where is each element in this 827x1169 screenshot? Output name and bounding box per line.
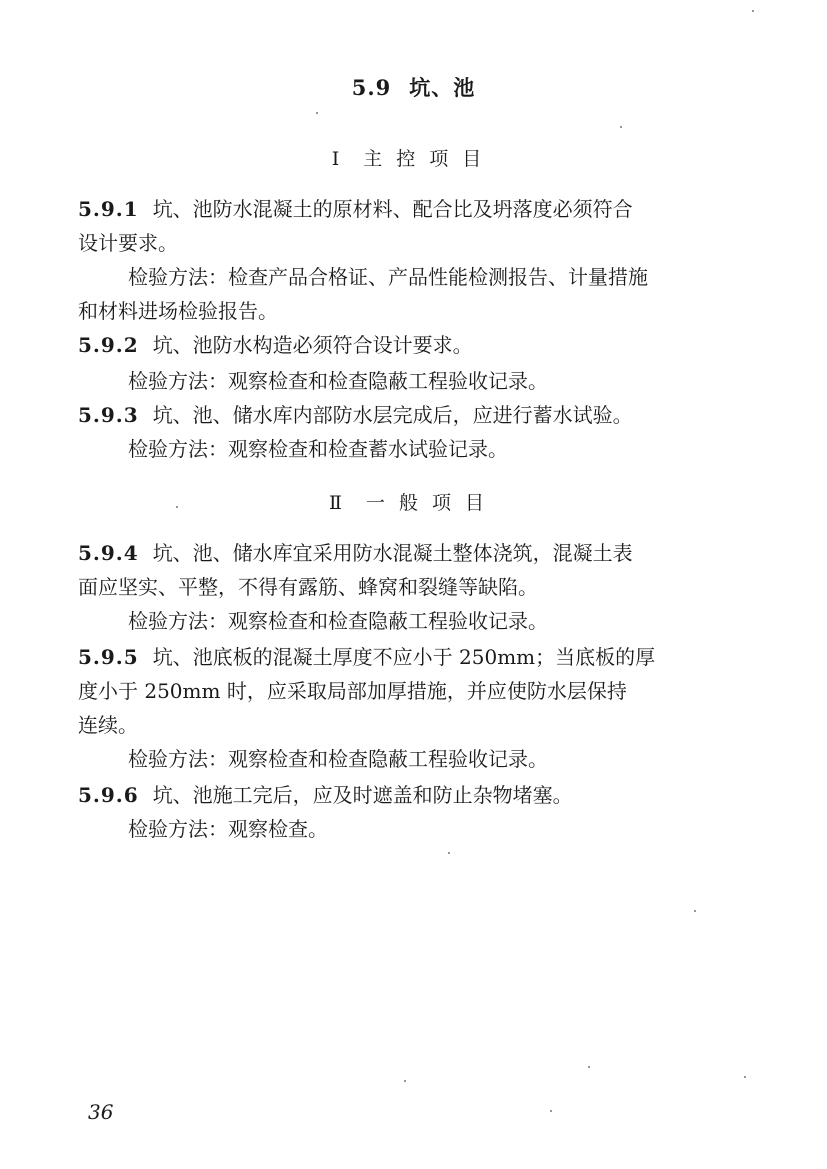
section-title: 坑、池 — [409, 75, 476, 100]
scan-speck — [404, 1080, 406, 1082]
clause-5-9-4-line-1 — [78, 536, 758, 570]
subsection-heading-general — [0, 488, 827, 515]
section-number: 5.9 — [351, 75, 392, 100]
scan-speck — [176, 506, 178, 508]
clause-5-9-6-line-1 — [78, 778, 758, 812]
scan-speck — [448, 852, 450, 854]
scan-speck — [588, 1066, 590, 1068]
clause-number: 5.9.2 — [78, 333, 139, 357]
subsection-heading-main-control — [0, 144, 827, 171]
clause-5-9-1-line-1 — [78, 192, 758, 226]
clause-5-9-3-method: 检验方法：观察检查和检查蓄水试验记录。 — [128, 437, 508, 461]
scan-speck — [316, 112, 318, 114]
clause-5-9-4-line-2: 面应坚实、平整，不得有露筋、蜂窝和裂缝等缺陷。 — [78, 575, 538, 599]
clause-number: 5.9.6 — [78, 783, 139, 807]
scan-speck — [752, 10, 754, 12]
clause-text: 坑、池底板的混凝土厚度不应小于 250mm；当底板的厚 — [152, 645, 656, 669]
section-heading — [0, 72, 827, 102]
clause-5-9-5-line-1 — [78, 640, 758, 674]
scan-speck — [694, 910, 696, 912]
clause-5-9-5-line-2: 度小于 250mm 时，应采取局部加厚措施，并应使防水层保持 — [78, 679, 627, 703]
clause-5-9-6-method: 检验方法：观察检查。 — [128, 817, 328, 841]
scan-speck — [744, 1076, 746, 1078]
clause-number: 5.9.3 — [78, 403, 139, 427]
clause-5-9-2-method: 检验方法：观察检查和检查隐蔽工程验收记录。 — [128, 369, 548, 393]
clause-5-9-2-line-1 — [78, 328, 758, 362]
clause-5-9-4-method: 检验方法：观察检查和检查隐蔽工程验收记录。 — [128, 609, 548, 633]
clause-number: 5.9.1 — [78, 197, 139, 221]
scan-speck — [620, 126, 622, 128]
subsection-roman: Ⅰ — [331, 148, 340, 170]
clause-5-9-5-method: 检验方法：观察检查和检查隐蔽工程验收记录。 — [128, 747, 548, 771]
clause-5-9-1-method: 检验方法：检查产品合格证、产品性能检测报告、计量措施 — [128, 265, 648, 289]
clause-5-9-3-line-1 — [78, 398, 758, 432]
scan-speck — [550, 1110, 552, 1112]
clause-5-9-1-method-cont: 和材料进场检验报告。 — [78, 299, 278, 323]
clause-text: 坑、池防水混凝土的原材料、配合比及坍落度必须符合 — [152, 197, 633, 221]
clause-number: 5.9.5 — [78, 645, 139, 669]
clause-number: 5.9.4 — [78, 541, 139, 565]
subsection-roman: Ⅱ — [329, 492, 342, 514]
page-number: 36 — [88, 1100, 114, 1124]
subsection-title: 一般项目 — [365, 492, 498, 514]
clause-text: 坑、池、储水库宜采用防水混凝土整体浇筑，混凝土表 — [152, 541, 633, 565]
clause-5-9-5-line-3: 连续。 — [78, 713, 138, 737]
clause-5-9-1-line-2: 设计要求。 — [78, 231, 178, 255]
clause-text: 坑、池施工完后，应及时遮盖和防止杂物堵塞。 — [152, 783, 573, 807]
clause-text: 坑、池防水构造必须符合设计要求。 — [152, 333, 473, 357]
clause-text: 坑、池、储水库内部防水层完成后，应进行蓄水试验。 — [152, 403, 633, 427]
subsection-title: 主控项目 — [363, 148, 496, 170]
